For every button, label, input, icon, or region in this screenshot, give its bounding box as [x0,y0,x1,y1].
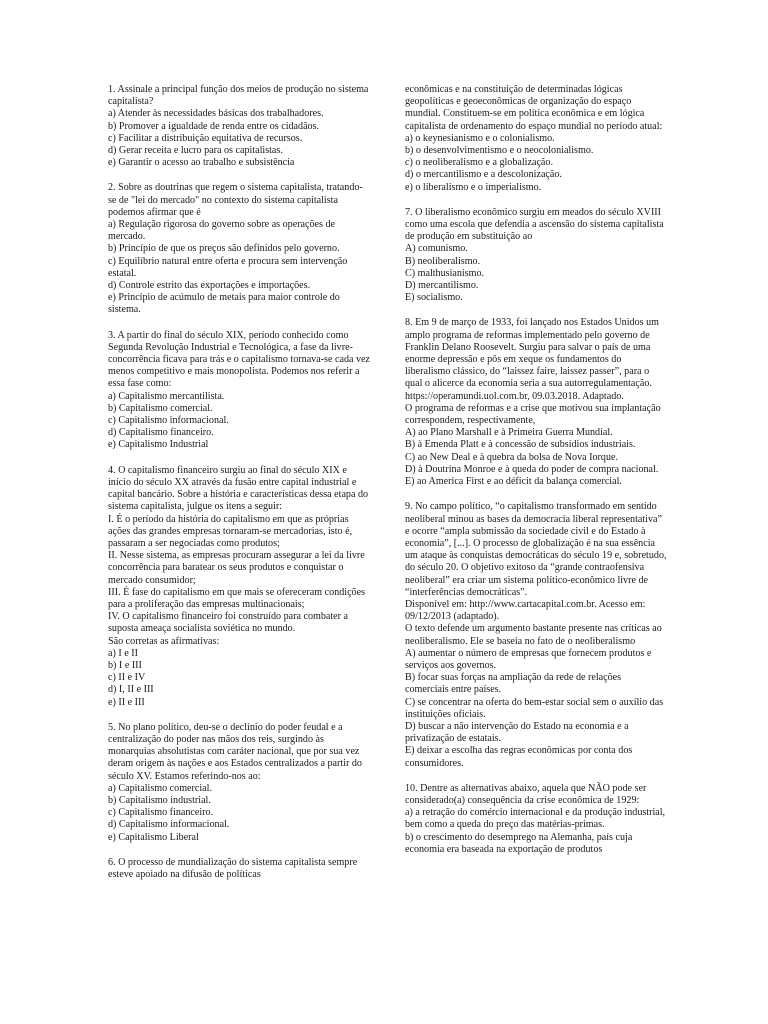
question-line: B) focar suas forças na ampliação da rede de relações comerciais entre países. [405,672,624,696]
question-text: 10. Dentre as alternativas abaixo, aquela que NÃO pode ser considerado(a) consequência da crise econômica de 1929: [405,782,649,806]
question-line: d) Capitalismo informacional. [108,819,230,831]
question-line: a) Capitalismo comercial. [108,782,212,794]
question-line: C) malthusianismo. [405,267,485,279]
question-line: B) à Emenda Platt e à concessão de subsídios industriais. [405,439,636,451]
question-line: b) Capitalismo industrial. [108,794,211,806]
question-line: c) o neoliberalismo e a globalização. [405,157,553,169]
question-text: 2. Sobre as doutrinas que regem o sistema capitalista, tratando-se de "lei do mercado" no contexto do sistema capitalista podemos afirmar que é [108,182,363,218]
question-line: b) o crescimento do desemprego na Alemanha, país cuja economia era baseada na exportação de produtos [405,831,635,855]
question-line: e) Princípio de acúmulo de metais para maior controle do sistema. [108,292,343,316]
question-line: a) Atender às necessidades básicas dos trabalhadores. [108,108,324,120]
question-block [405,84,667,194]
question-line: https://operamundi.uol.com.br, 09.03.2018. Adaptado. [405,390,624,402]
question-line: III. É fase do capitalismo em que mais se ofereceram condições para a proliferação das empresas multinacionais; [108,586,368,610]
question-text: 7. O liberalismo econômico surgiu em meados do século XVIII como uma escola que defendia a ascensão do sistema capitalista de produção em substituição ao [405,206,667,243]
question-line: a) I e II [108,647,138,659]
question-line: e) o liberalismo e o imperialismo. [405,181,542,193]
question-line: c) Capitalismo financeiro. [108,807,214,819]
question-line: a) Capitalismo mercantilista. [108,390,225,402]
question-line: O texto defende um argumento bastante presente nas críticas ao neoliberalismo. Ele se baseia no fato de o neoliberalismo [405,623,665,647]
question-line: b) o desenvolvimentismo e o neocolonialismo. [405,145,594,157]
question-line: São corretas as afirmativas: [108,635,220,647]
question-line: D) à Doutrina Monroe e à queda do poder de compra nacional. [405,463,659,475]
question-line: c) Facilitar a distribuição equitativa de recursos. [108,132,303,144]
question-text: 8. Em 9 de março de 1933, foi lançado nos Estados Unidos um amplo programa de reformas implementado pelo governo de Franklin Delano Roosevelt. Surgiu para salvar o país de uma enorme depressão e pôs em xeque os fundamentos do liberalismo clássico, do “laissez faire, laissez passer”, para o qual o alicerce da economia seria a sua autorregulamentação. [405,317,662,390]
question-block [405,783,667,856]
question-line: b) Promover a igualdade de renda entre os cidadãos. [108,120,320,132]
question-line: d) Gerar receita e lucro para os capitalistas. [108,145,283,157]
question-line: I. É o período da história do capitalismo em que as próprias ações das grandes empresas tornaram-se mercadorias, isto é, passaram a ser negociadas como produtos; [108,513,355,549]
question-block [405,207,667,305]
question-line: D) buscar a não intervenção do Estado na economia e a privatização de estatais. [405,720,632,745]
question-line: A) comunismo. [405,243,468,255]
question-line: E) ao America First e ao déficit da balança comercial. [405,476,622,488]
question-block [405,501,670,769]
question-text: 4. O capitalismo financeiro surgiu ao final do século XIX e início do século XX através da fusão entre capital industrial e capital bancário. Sobre a história e características dessa etapa do sistema capitalista, julgue os itens a seguir: [108,464,371,513]
question-line: b) Capitalismo comercial. [108,402,213,414]
question-line: d) Capitalismo financeiro. [108,427,214,439]
question-line: a) a retração do comércio internacional e da produção industrial, bem como a queda do preço das matérias-primas. [405,807,668,831]
question-line: e) II e III [108,696,145,708]
question-block [108,465,370,709]
question-line: C) se concentrar na oferta do bem-estar social sem o auxílio das instituições oficiais. [405,696,666,720]
question-line: IV. O capitalismo financeiro foi construído para combater a suposta ameaça socialista soviética no mundo. [108,611,351,635]
question-line: e) Garantir o acesso ao trabalho e subsistência [108,157,295,169]
question-text: 1. Assinale a principal função dos meios de produção no sistema capitalista? [108,84,371,108]
question-line: b) I e III [108,659,142,671]
question-block [108,857,370,881]
question-line: II. Nesse sistema, as empresas procuram assegurar a lei da livre concorrência para baratear os seus produtos e conquistar o mercado consumidor; [108,550,368,586]
right-column [405,84,670,869]
question-text: 6. O processo de mundialização do sistema capitalista sempre esteve apoiado na difusão de políticas [108,856,360,880]
question-line: c) Capitalismo informacional. [108,415,229,427]
question-line: a) o keynesianismo e o colonialismo. [405,132,555,144]
question-text: 9. No campo político, “o capitalismo transformado em sentido neoliberal minou as bases da democracia liberal representativa” e ocorre “ampla submissão da sociedade civil e do Estado à economia”, [...]. O processo de globalização é na sua essência um ataque às conquistas democráticas do século 19 e, sobretudo, do século 20. O objetivo exitoso da “grande contraofensiva neoliberal” era criar um sistema político-econômico livre de “interferências democráticas”. [405,501,670,598]
question-line: D) mercantilismo. [405,280,479,292]
question-line: E) socialismo. [405,292,463,304]
question-line: A) aumentar o número de empresas que fornecem produtos e serviços aos governos. [405,647,654,671]
question-line: a) Regulação rigorosa do governo sobre as operações de mercado. [108,219,338,243]
question-line: d) o mercantilismo e a descolonização. [405,169,562,181]
question-line: B) neoliberalismo. [405,255,481,267]
question-line: d) Controle estrito das exportações e importações. [108,280,311,292]
question-block [108,182,370,316]
question-block [108,329,373,452]
question-line: e) Capitalismo Liberal [108,831,199,843]
question-line: O programa de reformas e a crise que motivou sua implantação correspondem, respectivamente, [405,402,664,427]
question-line: d) I, II e III [108,684,154,696]
question-block [108,84,370,169]
question-line: c) Equilíbrio natural entre oferta e procura sem intervenção estatal. [108,255,350,279]
question-text: 5. No plano político, deu-se o declínio do poder feudal e a centralização do poder nas mãos dos reis, surgindo às monarquias absolutistas com caráter nacional, que por sua vez deram origem às nações e aos Estados centralizados a partir do século XV. Estamos referindo-nos ao: [108,721,365,782]
left-column [108,84,373,894]
question-line: c) II e IV [108,672,146,684]
question-line: A) ao Plano Marshall e à Primeira Guerra Mundial. [405,427,613,439]
question-line: b) Princípio de que os preços são definidos pelo governo. [108,243,340,255]
question-line: E) deixar a escolha das regras econômicas por conta dos consumidores. [405,745,635,769]
question-line: e) Capitalismo Industrial [108,439,209,451]
question-text: 3. A partir do final do século XIX, período conhecido como Segunda Revolução Industrial e Tecnológica, a fase da livre-concorrência ficava para trás e o capitalismo tornava-se cada vez menos competitivo e mais monopolista. Podemos nos referir a essa fase como: [108,329,373,390]
question-block [405,317,667,488]
question-line: C) ao New Deal e à quebra da bolsa de Nova Iorque. [405,451,619,463]
question-text: econômicas e na constituição de determinadas lógicas geopolíticas e geoeconômicas de organização do espaço mundial. Constituem-se em política econômica e em lógica capitalista de ordenamento do espaço mundial no período atual: [405,84,663,132]
question-block [108,722,370,844]
question-line: Disponível em: http://www.cartacapital.com.br. Acesso em: 09/12/2013 (adaptado). [405,598,648,623]
